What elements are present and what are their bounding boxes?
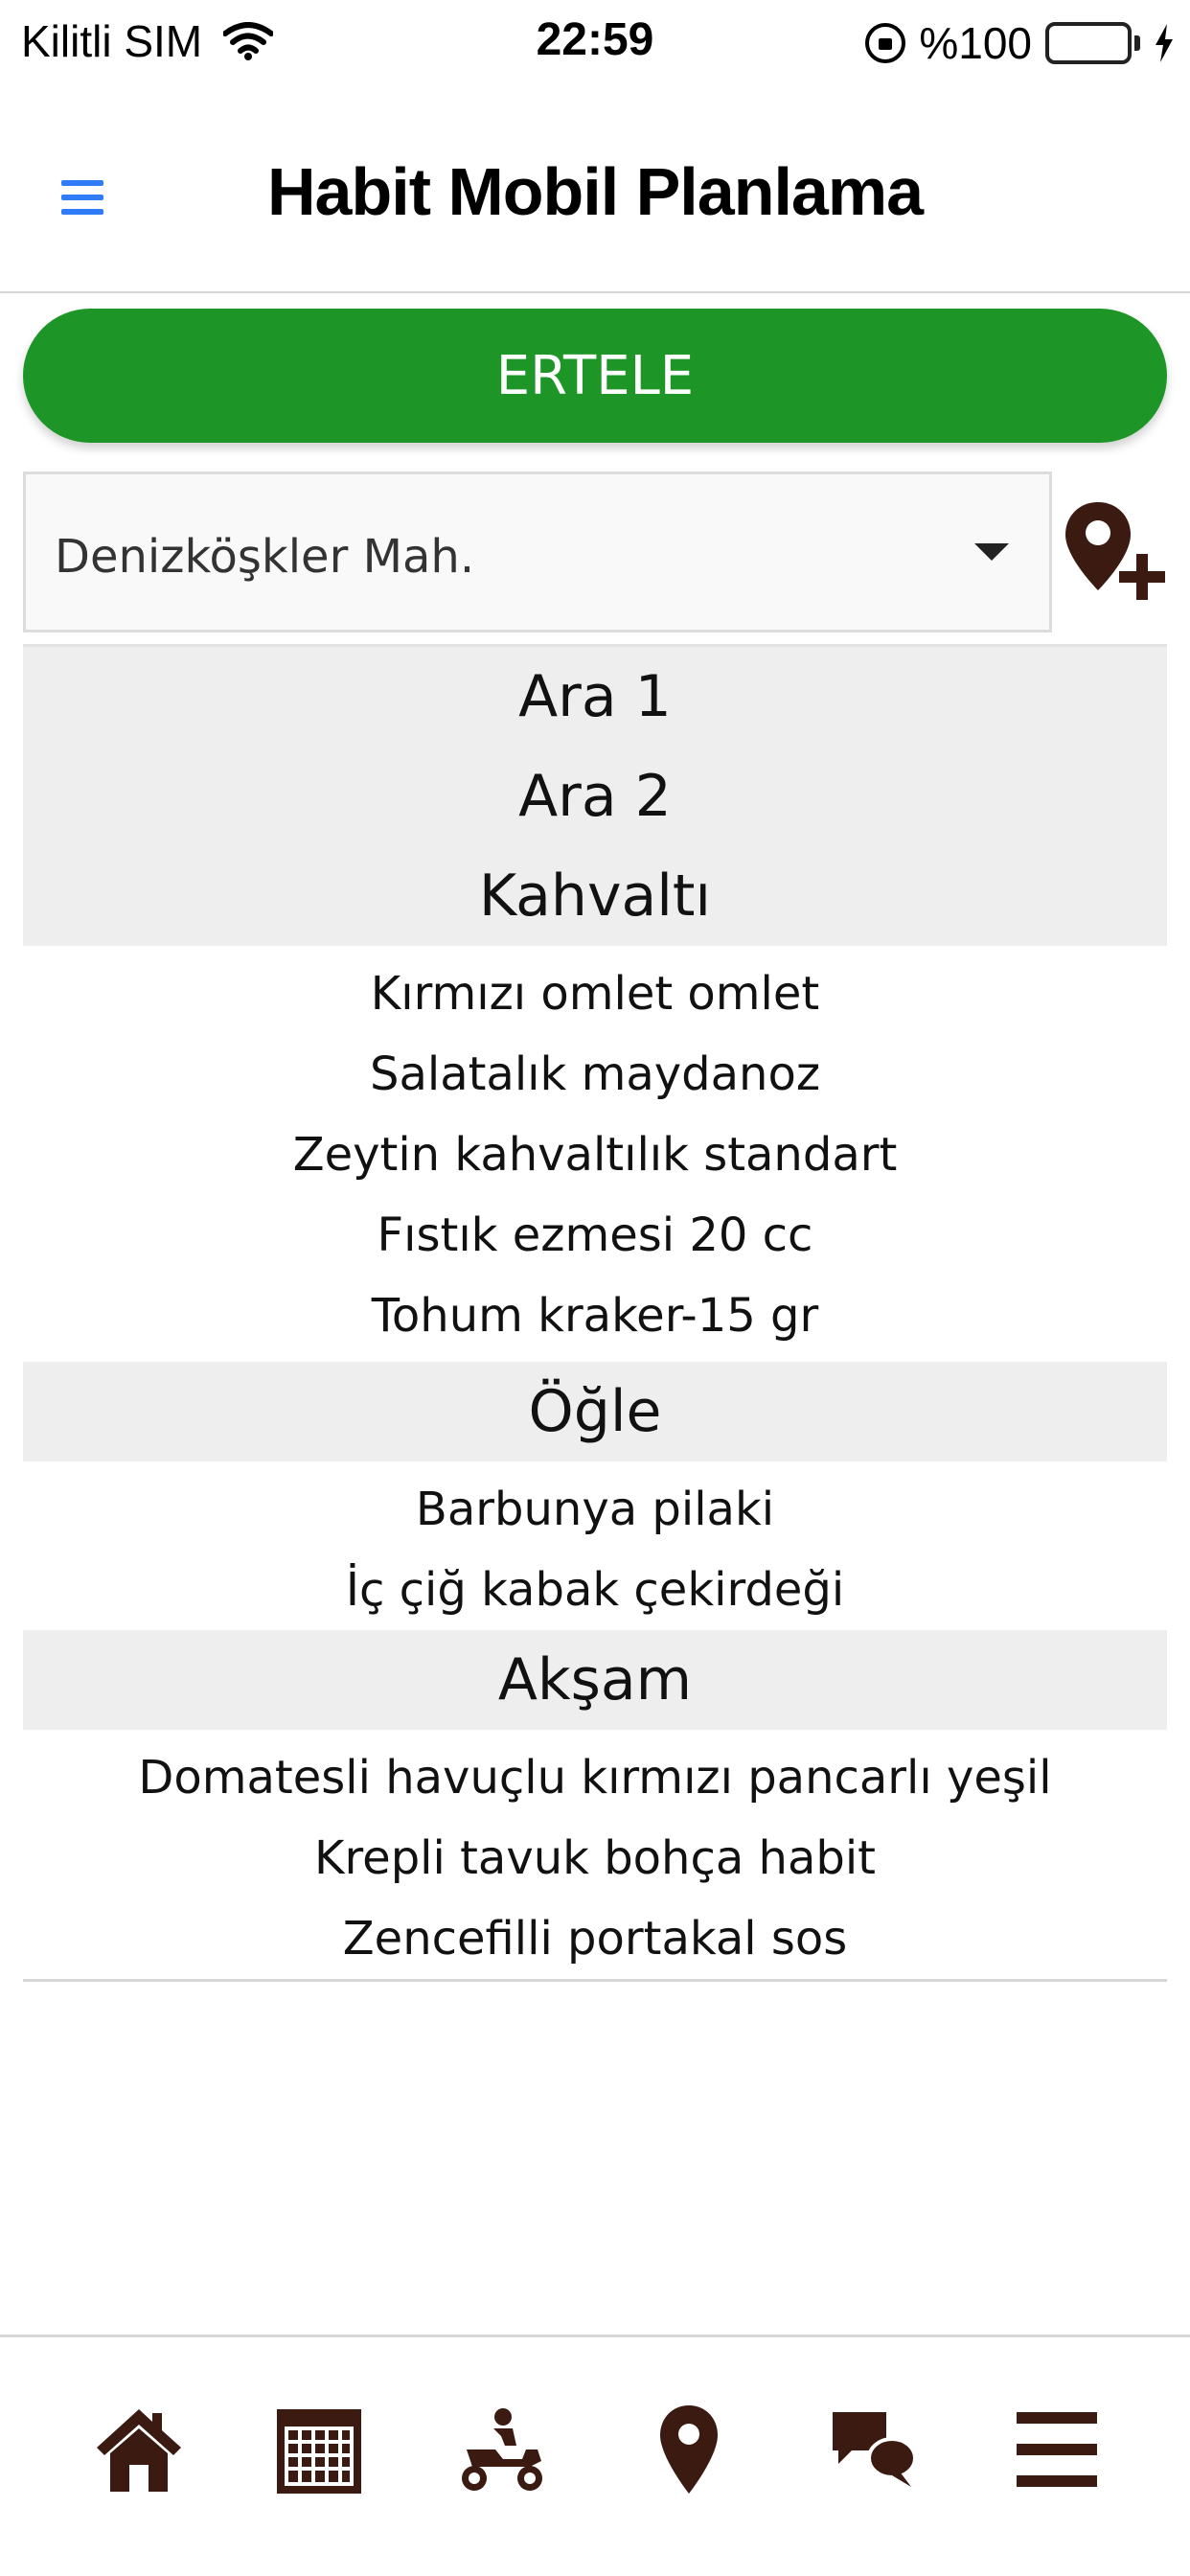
nav-chat[interactable] — [820, 2397, 926, 2502]
list-item: Krepli tavuk bohça habit — [314, 1831, 876, 1885]
carrier-label: Kilitli SIM — [21, 16, 203, 66]
meal-category-aksam[interactable]: Akşam — [497, 1646, 693, 1714]
meal-section-aksam — [23, 1630, 1167, 1730]
menu-icon — [1015, 2408, 1099, 2491]
add-location-icon[interactable] — [1062, 498, 1169, 613]
list-item: Tohum kraker-15 gr — [371, 1289, 819, 1343]
page-title: Habit Mobil Planlama — [267, 154, 923, 229]
list-item: Kırmızı omlet omlet — [370, 967, 820, 1021]
home-icon — [93, 2404, 185, 2496]
battery-icon — [1045, 22, 1140, 64]
nav-location[interactable] — [636, 2397, 742, 2502]
district-selected-value: Denizköşkler Mah. — [55, 530, 475, 584]
status-bar — [0, 0, 1190, 92]
postpone-button[interactable]: ERTELE — [23, 309, 1167, 443]
meal-category-kahvalti[interactable]: Kahvaltı — [478, 862, 712, 930]
list-item: Domatesli havuçlu kırmızı pancarlı yeşil — [138, 1751, 1052, 1805]
meal-section-ogle — [23, 1362, 1167, 1461]
charging-bolt-icon — [1154, 24, 1175, 62]
chat-icon — [829, 2408, 917, 2491]
clock: 22:59 — [536, 14, 654, 65]
list-item: Salatalık maydanoz — [369, 1047, 821, 1101]
meal-category-ara1[interactable]: Ara 1 — [518, 663, 672, 730]
list-item: Fıstık ezmesi 20 cc — [377, 1208, 813, 1262]
battery-percent: %100 — [919, 18, 1032, 68]
meal-section-snacks — [23, 647, 1167, 946]
meal-category-ogle[interactable]: Öğle — [528, 1378, 662, 1445]
meal-category-ara2[interactable]: Ara 2 — [518, 763, 672, 830]
nav-delivery[interactable] — [448, 2397, 554, 2502]
meal-list — [23, 644, 1167, 1982]
calendar-icon — [275, 2404, 363, 2496]
orientation-lock-icon — [865, 23, 905, 63]
meal-items-ogle — [23, 1461, 1167, 1630]
list-item: İç çiğ kabak çekirdeği — [345, 1563, 845, 1617]
location-pin-icon — [658, 2404, 720, 2496]
list-item: Barbunya pilaki — [415, 1483, 775, 1536]
chevron-down-icon — [974, 543, 1009, 561]
status-right — [865, 17, 1175, 69]
nav-calendar[interactable] — [266, 2397, 372, 2502]
list-item: Zeytin kahvaltılık standart — [292, 1128, 898, 1182]
app-header — [0, 92, 1190, 293]
district-select[interactable] — [23, 472, 1052, 632]
nav-menu[interactable] — [1004, 2397, 1110, 2502]
bottom-nav — [0, 2334, 1190, 2576]
meal-items-aksam — [23, 1730, 1167, 1979]
motorcycle-delivery-icon — [453, 2404, 549, 2496]
meal-items-kahvalti — [23, 946, 1167, 1362]
nav-home[interactable] — [86, 2397, 192, 2502]
list-item: Zencefilli portakal sos — [342, 1912, 848, 1966]
